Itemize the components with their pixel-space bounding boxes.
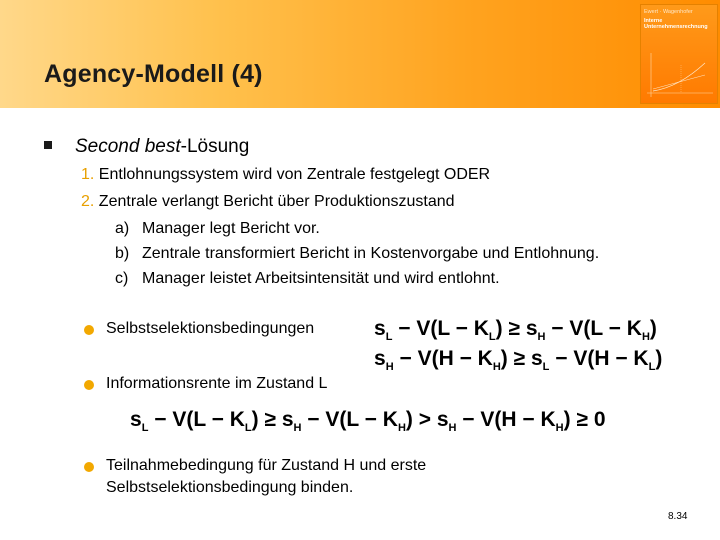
sub-item-text: Zentrale transformiert Bericht in Kostenvorgabe und Entlohnung. (142, 245, 600, 262)
main-bullet-text (75, 136, 249, 158)
book-author-line: Ewert · Wagenhofer (644, 9, 693, 15)
bullet-info-rent: Informationsrente im Zustand L (106, 375, 328, 392)
numbered-item-text: Entlohnungssystem wird von Zentrale festgelegt ODER (98, 166, 491, 183)
sub-item-letter: a) (115, 220, 130, 237)
book-cover-image (640, 4, 718, 104)
formula-info-rent: $s_L - V(L - K_L) \ge s_H - V(L - K_H) > s_H - V(H - K_H) \ge 0$ (130, 408, 606, 434)
sub-item-c (115, 270, 500, 288)
bullet-participation-line-1: Teilnahmebedingung für Zustand H und erste (106, 457, 427, 474)
page-number: 8.34 (668, 511, 688, 522)
main-bullet-italic: Second best (75, 136, 181, 157)
header-banner (0, 0, 720, 108)
bullet-selfselection: Selbstselektionsbedingungen (106, 320, 315, 337)
book-title-line-2: Unternehmensrechnung (644, 24, 708, 30)
numbered-item-2 (81, 193, 455, 211)
book-title-line-1: Interne (644, 18, 663, 24)
numbered-item-number: 2. (81, 193, 95, 210)
sub-item-letter: c) (115, 270, 129, 287)
bullet-dot-icon (84, 462, 94, 472)
bullet-dot-icon (84, 380, 94, 390)
sub-item-a (115, 220, 320, 238)
book-cover-graphic (641, 5, 718, 104)
numbered-item-text: Zentrale verlangt Bericht über Produktionszustand (98, 193, 455, 210)
sub-item-letter: b) (115, 245, 130, 262)
main-bullet-rest: -Lösung (180, 136, 250, 157)
slide-title: Agency-Modell (4) (44, 60, 263, 88)
main-bullet-icon (44, 141, 52, 149)
formula-selfselection-1: $s_L - V(L - K_L) \ge s_H - V(L - K_H)$ (374, 317, 657, 343)
sub-item-text: Manager leistet Arbeitsintensität und wird entlohnt. (142, 270, 500, 287)
sub-item-b (115, 245, 599, 263)
bullet-dot-icon (84, 325, 94, 335)
numbered-item-number: 1. (81, 166, 95, 183)
bullet-participation-line-2: Selbstselektionsbedingung binden. (106, 479, 354, 496)
formula-selfselection-2: $s_H - V(H - K_H) \ge s_L - V(H - K_L)$ (374, 347, 663, 373)
numbered-item-1 (81, 166, 490, 184)
sub-item-text: Manager legt Bericht vor. (142, 220, 320, 237)
